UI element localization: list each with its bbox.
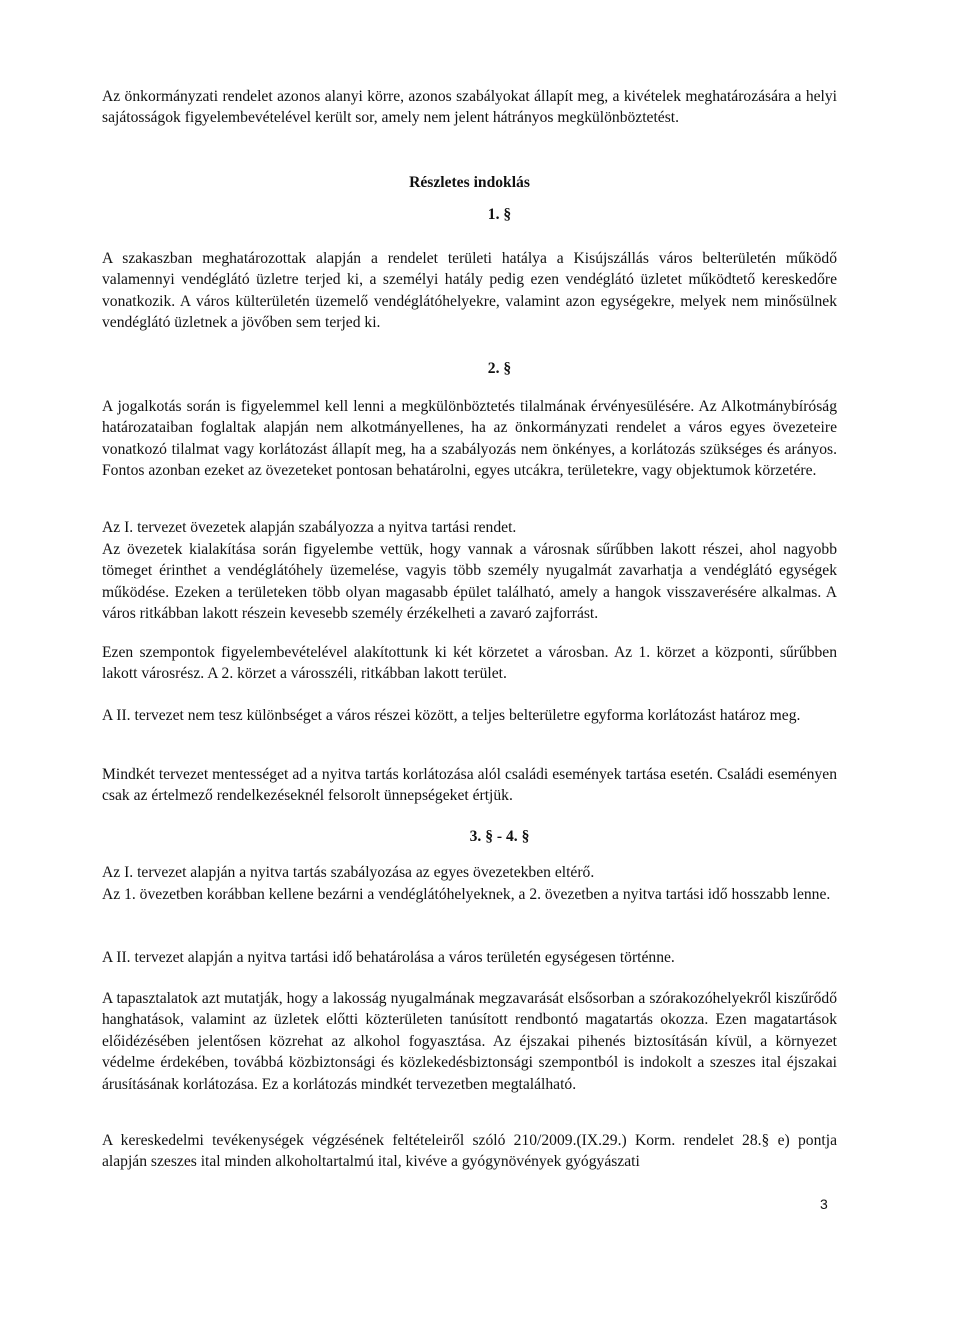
section-2-paragraph-4: Ezen szempontok figyelembevételével alakítottunk ki két körzetet a városban. Az 1. körzet a központi, sűrűbben lakott városrész. A 2. körzet a városszéli, ritkábban lakott terület. <box>102 644 837 683</box>
intro-paragraph: Az önkormányzati rendelet azonos alanyi körre, azonos szabályokat állapít meg, a kivételek meghatározására a helyi sajátosságok figyelembevételével került sor, amely nem jelent hátrányos megkülönböztetést. <box>102 88 837 127</box>
section-3-paragraph-2: Az 1. övezetben korábban kellene bezárni a vendéglátóhelyeknek, a 2. övezetben a nyitva tartási idő hosszabb lenne. <box>102 886 831 903</box>
section-3-paragraph-1: Az I. tervezet alapján a nyitva tartás szabályozása az egyes övezetekben eltérő. <box>102 864 595 881</box>
section-3-paragraph-5: A kereskedelmi tevékenységek végzésének feltételeiről szóló 210/2009.(IX.29.) Korm. rendelet 28.§ e) pontja alapján szeszes ital minden alkoholtartalmú ital, kivéve a gyógynövények gyógyászati <box>102 1132 837 1171</box>
section-heading-3-4: 3. § - 4. § <box>469 828 530 845</box>
section-2-paragraph-2: Az I. tervezet övezetek alapján szabályozza a nyitva tartási rendet. <box>102 519 517 536</box>
section-3-paragraph-3: A II. tervezet alapján a nyitva tartási idő behatárolása a város területén egységesen történne. <box>102 949 675 966</box>
page-number: 3 <box>820 1196 828 1212</box>
section-2-paragraph-3: Az övezetek kialakítása során figyelembe vettük, hogy vannak a városnak sűrűbben lakott részei, ahol nagyobb tömeget érinthet a vendéglátóhely üzemelése, vagyis több személy nyugalmát zavarhatja a vendéglátó egységek működése. Ezeken a területeken több olyan magasabb épület található, amely a hangok visszaverésére alkalmas. A város ritkábban lakott részein kevesebb személy érzékelheti a zavaró zajforrást. <box>102 541 837 623</box>
section-1-paragraph-1: A szakaszban meghatározottak alapján a rendelet területi hatálya a Kisújszállás város belterületén működő valamennyi vendéglátó üzletre terjed ki, a személyi hatály pedig ezen vendéglátó üzletet működtető kereskedőre vonatkozik. A város külterületén üzemelő vendéglátóhelyekre, valamint azon egységekre, melyek nem minősülnek vendéglátó üzletnek a jövőben sem terjed ki. <box>102 250 837 332</box>
section-heading-1: 1. § <box>487 206 512 223</box>
section-2-paragraph-1: A jogalkotás során is figyelemmel kell lenni a megkülönböztetés tilalmának érvényesülésére. Az Alkotmánybíróság határozataiban foglaltak alapján nem alkotmányellenes, ha az önkormányzati rendelet a város egyes övezeteire vonatkozó tilalmat vagy korlátozást állapít meg, ha a szabályozás nem önkényes, a korlátozás szükséges és arányos. Fontos azonban ezeket az övezeteket pontosan behatárolni, egyes utcákra, területekre, vagy objektumok körzetére. <box>102 398 837 480</box>
section-2-paragraph-5: A II. tervezet nem tesz különbséget a város részei között, a teljes belterületre egyforma korlátozást határoz meg. <box>102 707 801 724</box>
section-heading-2: 2. § <box>487 360 512 377</box>
section-3-paragraph-4: A tapasztalatok azt mutatják, hogy a lakosság nyugalmának megzavarását elsősorban a szórakozóhelyekről kiszűrődő hanghatások, valamint az üzletek előtti közterületen tanúsított rendbontó magatartás okozza. Ezen magatartások előidézésében jelentősen közrehat az alkohol fogyasztása. Az éjszakai pihenés biztosításán kívül, a környezet védelme érdekében, továbbá közbiztonsági és közlekedésbiztonsági szempontból is indokolt a szeszes ital éjszakai árusításának korlátozása. Ez a korlátozás mindkét tervezetben megtalálható. <box>102 990 837 1093</box>
section-title: Részletes indoklás <box>409 174 530 191</box>
section-2-paragraph-6: Mindkét tervezet mentességet ad a nyitva tartás korlátozása alól családi események tartása esetén. Családi eseményen csak az értelmező rendelkezéseknél felsorolt ünnepségeket értjük. <box>102 766 837 805</box>
